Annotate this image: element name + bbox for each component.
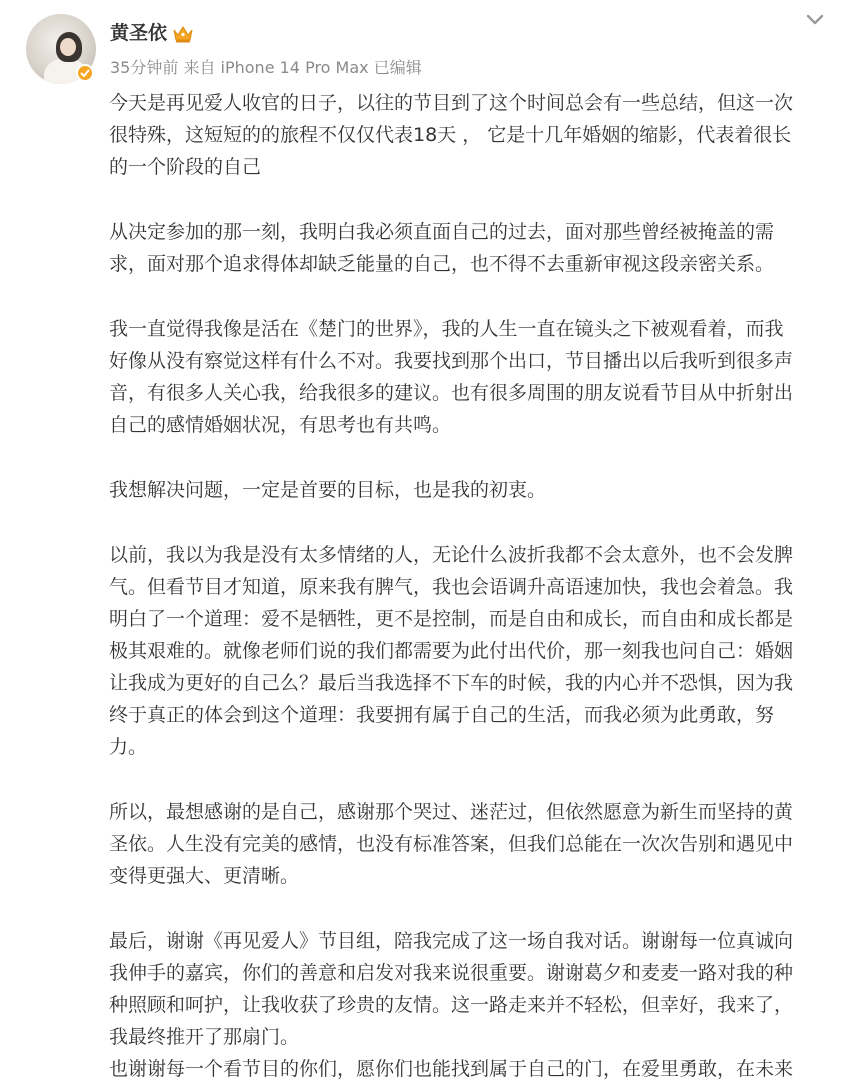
verified-badge-icon bbox=[76, 64, 94, 82]
post-paragraph: 最后，谢谢《再见爱人》节目组，陪我完成了这一场自我对话。谢谢每一位真诚向 我伸手的嘉宾，你们的善意和启发对我来说很重要。谢谢葛夕和麦麦一路对我的种 种照顾和呵护，让我收获了珍贵的友情。这一路走来并不轻松，但幸好，我来了， 我最终推开了那扇门。 bbox=[109, 930, 794, 1048]
chevron-down-icon[interactable] bbox=[802, 10, 828, 30]
post-paragraph: 我一直觉得我像是活在《楚门的世界》，我的人生一直在镜头之下被观看着，而我 好像从没有察觉这样有什么不对。我要找到那个出口，节目播出以后我听到很多声 音，有很多人关心我，给我很多的建议。也有很多周围的朋友说看节目从中折射出 自己的感情婚姻状况，有思考也有共鸣。 bbox=[109, 318, 794, 436]
post-paragraph: 我想解决问题，一定是首要的目标，也是我的初衷。 bbox=[109, 479, 547, 501]
post-paragraph: 今天是再见爱人收官的日子，以往的节目到了这个时间总会有一些总结，但这一次 很特殊，这短短的的旅程不仅仅代表18天 ， 它是十几年婚姻的缩影，代表着很长 的一个阶段的自己 bbox=[109, 92, 794, 178]
post-paragraph: 以前，我以为我是没有太多情绪的人，无论什么波折我都不会太意外，也不会发脾 气。但看节目才知道，原来我有脾气，我也会语调升高语速加快，我也会着急。我 明白了一个道理：爱不是牺牲，更不是控制，而是自由和成长，而自由和成长都是 极其艰难的。就像老师们说的我们都需要为此付出代价，那一刻我也问自己：婚姻 让我成为更好的自己么？最后当我选择不下车的时候，我的内心并不恐惧，因为我 终于真正的体会到这个道理：我要拥有属于自己的生活，而我必须为此勇敢，努 力。 bbox=[109, 544, 794, 758]
crown-icon[interactable] bbox=[172, 24, 194, 44]
post-paragraph: 也谢谢每一个看节目的你们，愿你们也能找到属于自己的门，在爱里勇敢，在未来 bbox=[109, 1058, 794, 1080]
post-body bbox=[109, 87, 831, 1085]
post-paragraph: 所以，最想感谢的是自己，感谢那个哭过、迷茫过，但依然愿意为新生而坚持的黄 圣依。人生没有完美的感情，也没有标准答案，但我们总能在一次次告别和遇见中 变得更强大、更清晰。 bbox=[109, 801, 794, 887]
author-name[interactable]: 黄圣依 bbox=[110, 22, 168, 44]
post-meta: 35分钟前 来自 iPhone 14 Pro Max 已编辑 bbox=[110, 58, 422, 77]
post-paragraph: 从决定参加的那一刻，我明白我必须直面自己的过去，面对那些曾经被掩盖的需 求，面对那个追求得体却缺乏能量的自己，也不得不去重新审视这段亲密关系。 bbox=[109, 221, 775, 275]
avatar-face-shape bbox=[60, 38, 76, 56]
